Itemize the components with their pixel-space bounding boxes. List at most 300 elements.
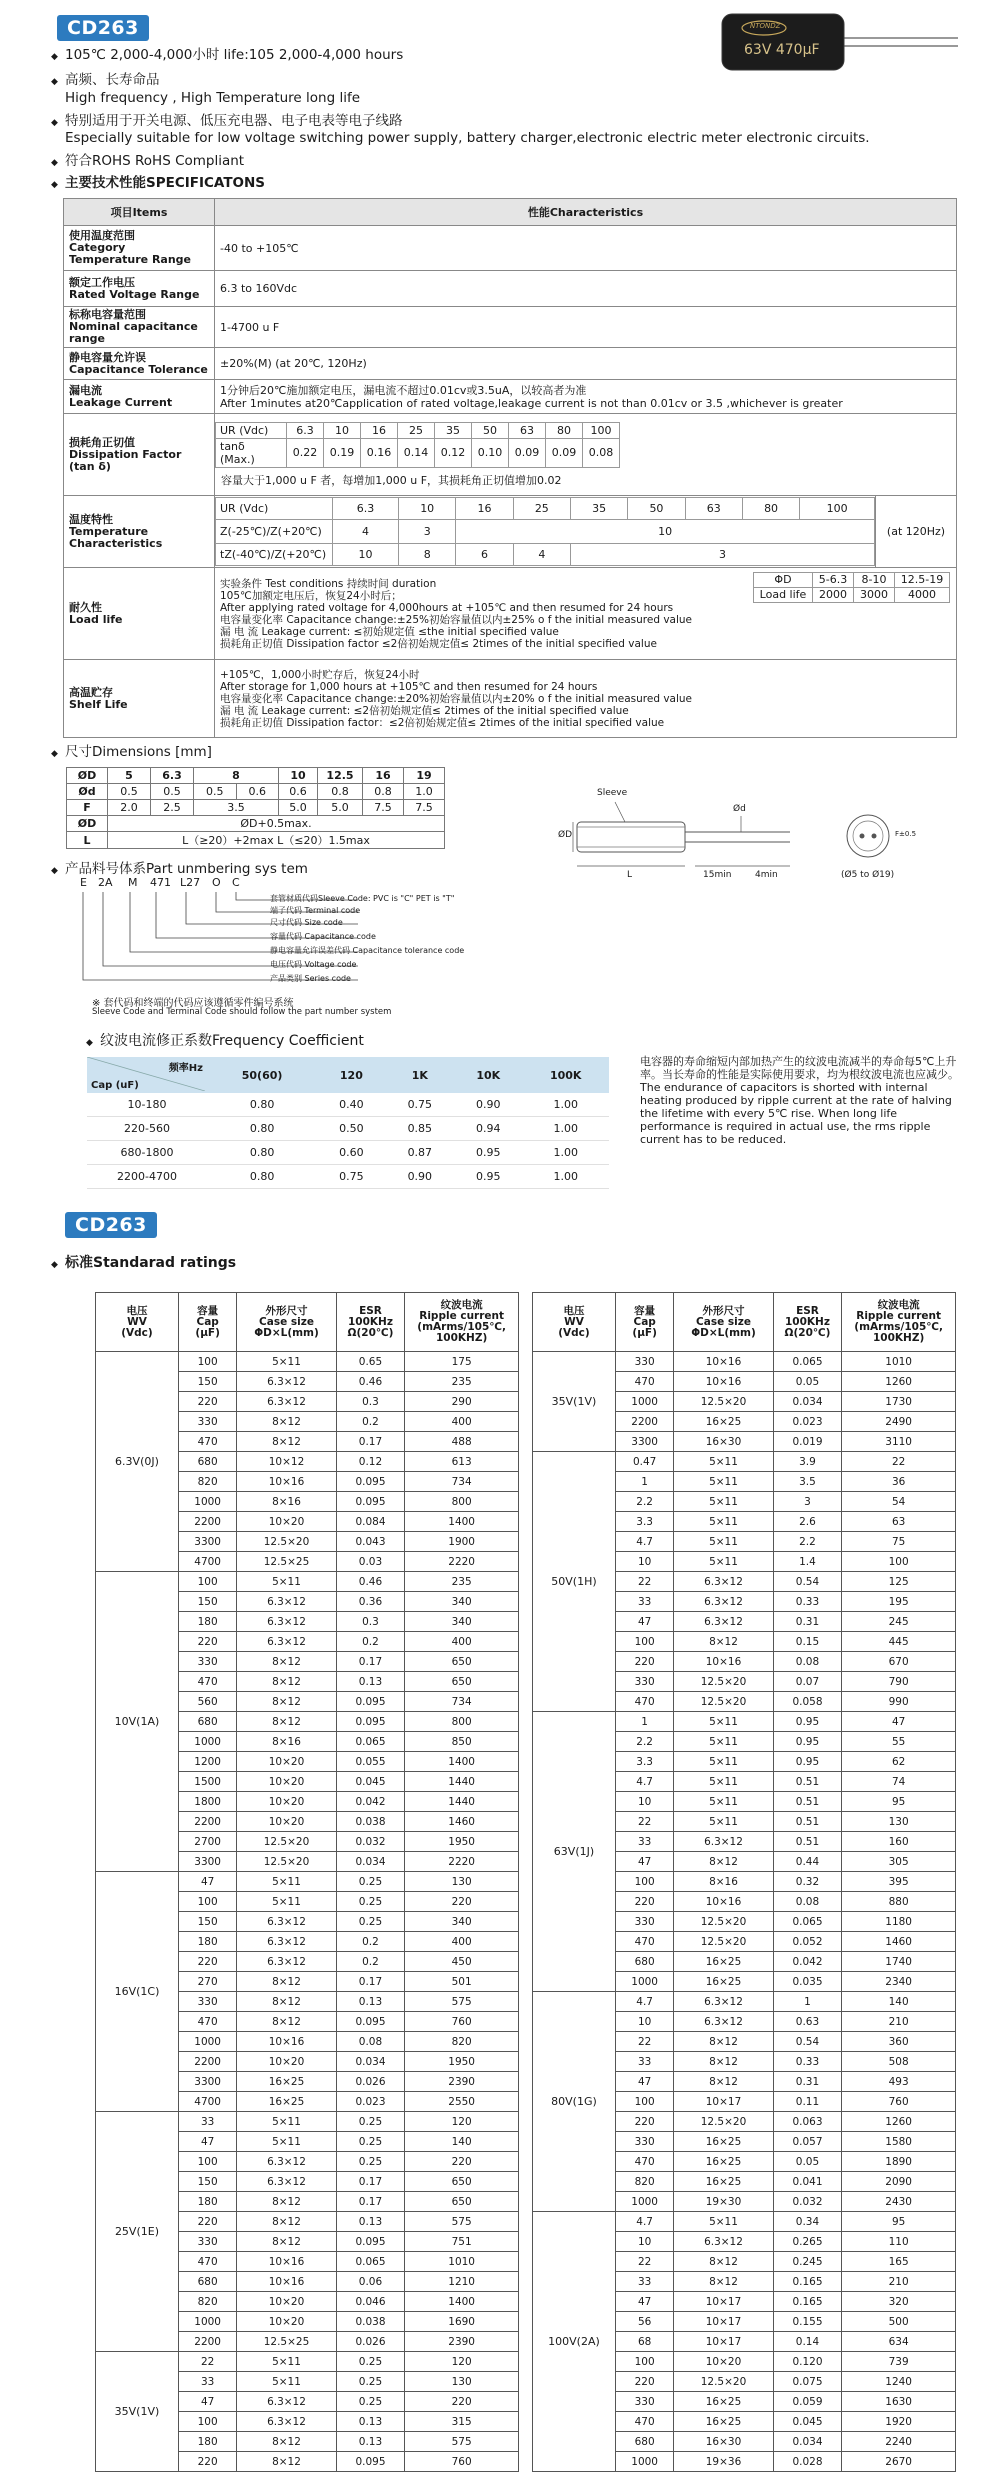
rating-case-size: 5×11 (674, 1792, 773, 1812)
rating-cap: 47 (615, 2072, 673, 2092)
rat-hdr-esr: ESR 100KHz Ω(20℃) (336, 1293, 405, 1352)
rating-esr: 0.019 (773, 1432, 842, 1452)
rating-ripple: 650 (405, 2172, 519, 2192)
rating-esr: 0.046 (336, 2292, 405, 2312)
rating-case-size: 10×16 (674, 1352, 773, 1372)
label-series: 产品类别 Series code (270, 974, 351, 983)
freq-cap-range: 220-560 (87, 1117, 207, 1141)
rating-cap: 330 (178, 1412, 236, 1432)
rating-esr: 0.17 (336, 1432, 405, 1452)
rating-ripple: 110 (842, 2232, 956, 2252)
rating-cap: 180 (178, 2432, 236, 2452)
dim-d-cell: 0.6 (236, 784, 279, 800)
code-e: E (80, 876, 87, 889)
rating-ripple: 1010 (405, 2252, 519, 2272)
rating-cap: 2200 (178, 1512, 236, 1532)
rating-esr: 0.265 (773, 2232, 842, 2252)
label-sleeve: 套管材质代码Sleeve Code: PVC is "C" PET is "T" (270, 894, 455, 903)
rating-cap: 10 (615, 1552, 673, 1572)
tc-at-120hz: (at 120Hz) (876, 496, 957, 568)
rating-case-size: 5×11 (674, 1532, 773, 1552)
tc-urv-label: UR (Vdc) (216, 498, 333, 520)
code-m: M (128, 876, 138, 889)
rating-ripple: 120 (405, 2112, 519, 2132)
rating-case-size: 6.3×12 (237, 1932, 336, 1952)
rating-ripple: 575 (405, 2212, 519, 2232)
tc-volt-cell: 10 (399, 498, 456, 520)
load-life-table (753, 572, 950, 603)
rating-ripple: 47 (842, 1712, 956, 1732)
rating-ripple: 1210 (405, 2272, 519, 2292)
rating-ripple: 2340 (842, 1972, 956, 1992)
rating-cap: 100 (178, 1892, 236, 1912)
rating-cap: 470 (178, 2252, 236, 2272)
freq-coefficient: 1.00 (522, 1141, 609, 1165)
rating-case-size: 10×20 (237, 2292, 336, 2312)
freq-hdr: 120 (317, 1057, 385, 1093)
rating-case-size: 10×20 (237, 1812, 336, 1832)
rating-case-size: 12.5×20 (674, 1912, 773, 1932)
load-life-r: Load life (754, 588, 813, 603)
rating-esr: 0.54 (773, 2032, 842, 2052)
rating-cap: 150 (178, 1372, 236, 1392)
rating-case-size: 5×11 (237, 1872, 336, 1892)
rating-case-size: 10×20 (237, 2312, 336, 2332)
rating-esr: 0.34 (773, 2212, 842, 2232)
tc-volt-cell: 25 (513, 498, 570, 520)
rating-esr: 0.3 (336, 1612, 405, 1632)
spec-load-label: 耐久性 Load life (64, 568, 215, 660)
rating-cap: 180 (178, 2192, 236, 2212)
rating-case-size: 6.3×12 (674, 1592, 773, 1612)
rating-cap: 3.3 (615, 1512, 673, 1532)
rating-cap: 220 (178, 1632, 236, 1652)
rating-case-size: 10×17 (674, 2332, 773, 2352)
rating-esr: 0.51 (773, 1832, 842, 1852)
df-volt-cell: 16 (361, 422, 398, 438)
rating-ripple: 320 (842, 2292, 956, 2312)
rating-case-size: 10×20 (237, 1792, 336, 1812)
rating-ripple: 1440 (405, 1772, 519, 1792)
tc-z25-cell: 4 (333, 520, 399, 544)
rating-case-size: 8×12 (237, 1652, 336, 1672)
rating-row (533, 2212, 956, 2232)
rating-case-size: 16×25 (674, 2152, 773, 2172)
df-note: 容量大于1,000 u F 者，每增加1,000 u F，其损耗角正切值增加0.02 (221, 473, 562, 487)
rating-cap: 470 (615, 2412, 673, 2432)
rating-esr: 0.17 (336, 1652, 405, 1672)
rating-esr: 0.95 (773, 1752, 842, 1772)
rating-case-size: 12.5×25 (237, 2332, 336, 2352)
rating-esr: 0.095 (336, 2012, 405, 2032)
rating-ripple: 400 (405, 1412, 519, 1432)
rating-ripple: 210 (842, 2272, 956, 2292)
rating-case-size: 8×12 (237, 1712, 336, 1732)
rating-ripple: 1400 (405, 1752, 519, 1772)
rating-esr: 0.51 (773, 1772, 842, 1792)
freq-hdr: 1K (386, 1057, 454, 1093)
rating-cap: 470 (178, 1432, 236, 1452)
rating-ripple: 1890 (842, 2152, 956, 2172)
freq-coefficient: 0.90 (386, 1165, 454, 1189)
spec-capacitance-label: 标称电容量范围 Nominal capacitance range (64, 307, 215, 348)
rating-esr: 0.032 (336, 1832, 405, 1852)
rating-ripple: 1690 (405, 2312, 519, 2332)
fig-l-label: L (627, 870, 633, 880)
dim-d-cell: 0.8 (363, 784, 404, 800)
capacitor-label: 63V 470μF (744, 42, 820, 58)
rating-case-size: 8×12 (674, 2052, 773, 2072)
rating-case-size: 8×12 (674, 2252, 773, 2272)
rating-esr: 0.07 (773, 1672, 842, 1692)
dim-hdr: 16 (363, 768, 404, 784)
rating-cap: 1000 (178, 1732, 236, 1752)
rating-esr: 0.51 (773, 1812, 842, 1832)
rating-esr: 0.25 (336, 2132, 405, 2152)
freq-coefficient: 0.80 (207, 1093, 317, 1117)
rating-cap: 100 (615, 2352, 673, 2372)
rating-cap: 330 (178, 1652, 236, 1672)
rating-cap: 47 (615, 1852, 673, 1872)
rating-cap: 2200 (615, 1412, 673, 1432)
rating-cap: 100 (615, 1632, 673, 1652)
rating-cap: 100 (178, 2412, 236, 2432)
rating-ripple: 340 (405, 1912, 519, 1932)
rat-hdr-ripple: 纹波电流 Ripple current (mArms/105℃, 100KHZ) (842, 1293, 956, 1352)
rat-hdr-cap: 容量 Cap (μF) (178, 1293, 236, 1352)
rating-case-size: 6.3×12 (237, 1592, 336, 1612)
rating-ripple: 634 (842, 2332, 956, 2352)
rating-esr: 0.041 (773, 2172, 842, 2192)
rating-cap: 10 (615, 2012, 673, 2032)
rating-case-size: 5×11 (237, 2372, 336, 2392)
fig-od-label: ØD (558, 830, 573, 840)
dim-f-cell: 2.0 (108, 800, 151, 816)
ripple-note-cn: 电容器的寿命缩短内部加热产生的纹波电流减半的寿命每5℃上升率。当长寿命的性能是实际使用要求，均为根纹波电流也应减少。 (640, 1055, 959, 1081)
rating-ripple: 340 (405, 1592, 519, 1612)
rating-ripple: 760 (842, 2092, 956, 2112)
rating-esr: 0.245 (773, 2252, 842, 2272)
rating-cap: 680 (178, 1712, 236, 1732)
rating-cap: 330 (615, 2132, 673, 2152)
rating-esr: 0.095 (336, 1472, 405, 1492)
ripple-note (640, 1055, 960, 1146)
rating-case-size: 6.3×12 (237, 2172, 336, 2192)
rating-ripple: 165 (842, 2252, 956, 2272)
rating-case-size: 10×17 (674, 2292, 773, 2312)
rating-row (96, 1352, 519, 1372)
rating-case-size: 5×11 (237, 2352, 336, 2372)
rating-ripple: 1580 (842, 2132, 956, 2152)
rating-voltage: 16V(1C) (96, 1872, 179, 2112)
rating-cap: 2.2 (615, 1732, 673, 1752)
rating-esr: 0.026 (336, 2072, 405, 2092)
rating-esr: 0.034 (336, 2052, 405, 2072)
rating-case-size: 16×25 (237, 2072, 336, 2092)
rating-ripple: 1460 (405, 1812, 519, 1832)
rating-ripple: 95 (842, 2212, 956, 2232)
rating-esr: 3 (773, 1492, 842, 1512)
rating-esr: 0.059 (773, 2392, 842, 2412)
df-volt-cell: 25 (398, 422, 435, 438)
rating-ripple: 1920 (842, 2412, 956, 2432)
rating-ripple: 1460 (842, 1932, 956, 1952)
part-numbering-title: ◆ 产品料号体系Part unmbering sys tem (65, 861, 308, 878)
rating-ripple: 125 (842, 1572, 956, 1592)
rating-ripple: 880 (842, 1892, 956, 1912)
rating-case-size: 8×12 (237, 2212, 336, 2232)
rating-esr: 0.25 (336, 1912, 405, 1932)
tc-volt-cell: 16 (456, 498, 513, 520)
tc-z40-cell: 3 (570, 544, 874, 566)
rating-case-size: 16×30 (674, 2432, 773, 2452)
rating-cap: 470 (615, 1932, 673, 1952)
code-2a: 2A (98, 876, 113, 889)
ratings-series-tag: CD263 (65, 1212, 157, 1238)
rating-cap: 470 (178, 1672, 236, 1692)
rating-ripple: 130 (842, 1812, 956, 1832)
label-tolerance: 静电容量允许误差代码 Capacitance tolerance code (270, 946, 465, 955)
rating-esr: 0.065 (336, 1732, 405, 1752)
series-tag: CD263 (57, 15, 149, 41)
spec-voltage-label: 额定工作电压 Rated Voltage Range (64, 271, 215, 307)
rating-esr: 0.13 (336, 2212, 405, 2232)
rating-case-size: 8×12 (674, 2272, 773, 2292)
rating-case-size: 6.3×12 (674, 2012, 773, 2032)
rating-case-size: 5×11 (674, 1712, 773, 1732)
rating-case-size: 16×25 (237, 2092, 336, 2112)
rating-ripple: 1950 (405, 2052, 519, 2072)
rating-cap: 10 (615, 1792, 673, 1812)
rating-esr: 0.25 (336, 2152, 405, 2172)
spec-temp-value: -40 to +105℃ (215, 226, 957, 271)
rating-ripple: 360 (842, 2032, 956, 2052)
rating-esr: 0.095 (336, 1692, 405, 1712)
df-tan-label: tanδ (Max.) (216, 438, 287, 467)
rating-ripple: 488 (405, 1432, 519, 1452)
rating-esr: 0.32 (773, 1872, 842, 1892)
rating-esr: 0.46 (336, 1372, 405, 1392)
rating-case-size: 8×16 (674, 1872, 773, 1892)
freq-cap-range: 680-1800 (87, 1141, 207, 1165)
rating-esr: 0.25 (336, 2372, 405, 2392)
rating-cap: 220 (178, 2212, 236, 2232)
rating-cap: 560 (178, 1692, 236, 1712)
spec-load-value (215, 568, 957, 660)
rating-case-size: 12.5×20 (237, 1852, 336, 1872)
spec-df-value (215, 414, 957, 496)
fig-15min-label: 15min (703, 870, 732, 880)
rating-ripple: 501 (405, 1972, 519, 1992)
dim-d-label: Ød (67, 784, 108, 800)
rating-esr: 1 (773, 1992, 842, 2012)
freq-cap-range: 2200-4700 (87, 1165, 207, 1189)
rating-cap: 3.3 (615, 1752, 673, 1772)
rat-hdr-wv: 电压 WV (Vdc) (96, 1293, 179, 1352)
rating-case-size: 8×12 (237, 1692, 336, 1712)
df-tan-cell: 0.08 (583, 438, 620, 467)
rating-voltage: 6.3V(0J) (96, 1352, 179, 1572)
freq-hdr: 10K (454, 1057, 522, 1093)
rating-case-size: 5×11 (674, 1732, 773, 1752)
part-note-cn: ※ 套代码和终端的代码应该遵循零件编号系统 (92, 998, 294, 1009)
rating-case-size: 8×12 (237, 2432, 336, 2452)
rating-cap: 1000 (615, 1972, 673, 1992)
rating-esr: 0.028 (773, 2452, 842, 2472)
freq-row (87, 1117, 609, 1141)
rating-case-size: 10×20 (237, 1752, 336, 1772)
tc-volt-cell: 63 (685, 498, 742, 520)
rating-cap: 470 (178, 2012, 236, 2032)
rating-esr: 0.31 (773, 1612, 842, 1632)
load-line: 105℃加额定电压后，恢复24小时后； (220, 589, 402, 602)
dim-f-cell: 5.0 (279, 800, 318, 816)
rating-esr: 0.17 (336, 1972, 405, 1992)
freq-coefficient: 1.00 (522, 1117, 609, 1141)
rating-cap: 100 (178, 1352, 236, 1372)
rating-ripple: 395 (842, 1872, 956, 1892)
rating-case-size: 16×25 (674, 1972, 773, 1992)
rating-ripple: 575 (405, 1992, 519, 2012)
freq-hdr: 100K (522, 1057, 609, 1093)
rating-esr: 2.2 (773, 1532, 842, 1552)
freq-hdr: 50(60) (207, 1057, 317, 1093)
rating-ripple: 1630 (842, 2392, 956, 2412)
rating-ripple: 305 (842, 1852, 956, 1872)
rating-esr: 0.034 (336, 1852, 405, 1872)
rating-esr: 0.2 (336, 1632, 405, 1652)
rating-case-size: 8×12 (237, 2232, 336, 2252)
rating-case-size: 10×17 (674, 2092, 773, 2112)
rating-ripple: 220 (405, 1892, 519, 1912)
bullet-application-en: Especially suitable for low voltage switching power supply, battery charger,electronic electric meter electronic circuits. (65, 130, 870, 146)
frequency-table (87, 1057, 609, 1189)
df-volt-cell: 63 (509, 422, 546, 438)
rating-voltage: 25V(1E) (96, 2112, 179, 2352)
rating-esr: 0.33 (773, 1592, 842, 1612)
rating-case-size: 6.3×12 (674, 1572, 773, 1592)
rating-cap: 33 (178, 2372, 236, 2392)
rating-esr: 0.2 (336, 1952, 405, 1972)
freq-coefficient: 0.90 (454, 1093, 522, 1117)
rating-ripple: 1400 (405, 2292, 519, 2312)
rating-case-size: 8×12 (237, 2012, 336, 2032)
rating-esr: 0.165 (773, 2272, 842, 2292)
rating-esr: 3.5 (773, 1472, 842, 1492)
rat-hdr-case: 外形尺寸 Case size ΦD×L(mm) (237, 1293, 336, 1352)
freq-coefficient: 0.95 (454, 1165, 522, 1189)
dim-f-cell: 7.5 (404, 800, 445, 816)
rating-ripple: 739 (842, 2352, 956, 2372)
rating-case-size: 6.3×12 (237, 1952, 336, 1972)
df-volt-cell: 6.3 (287, 422, 324, 438)
rating-esr: 0.032 (773, 2192, 842, 2212)
rating-case-size: 10×20 (237, 1512, 336, 1532)
rating-esr: 0.095 (336, 1712, 405, 1732)
code-o: O (212, 876, 221, 889)
df-urv-label: UR (Vdc) (216, 422, 287, 438)
rating-esr: 0.023 (773, 1412, 842, 1432)
rating-esr: 0.25 (336, 1872, 405, 1892)
rating-case-size: 10×20 (237, 1772, 336, 1792)
rating-esr: 0.084 (336, 1512, 405, 1532)
freq-coefficient: 0.80 (207, 1117, 317, 1141)
rating-case-size: 5×11 (674, 2212, 773, 2232)
df-tan-cell: 0.22 (287, 438, 324, 467)
load-line: 漏 电 流 Leakage current: ≤初始规定值 ≤the initial specified value (220, 625, 559, 638)
rating-esr: 0.17 (336, 2172, 405, 2192)
rating-ripple: 850 (405, 1732, 519, 1752)
rating-ripple: 500 (842, 2312, 956, 2332)
rating-esr: 0.13 (336, 2432, 405, 2452)
rating-case-size: 5×11 (674, 1772, 773, 1792)
rating-esr: 0.12 (336, 1452, 405, 1472)
rating-case-size: 16×25 (674, 2172, 773, 2192)
df-volt-cell: 10 (324, 422, 361, 438)
df-tan-cell: 0.19 (324, 438, 361, 467)
rating-ripple: 575 (405, 2432, 519, 2452)
spec-temp-label: 使用温度范围 Category Temperature Range (64, 226, 215, 271)
dim-d-cell: 0.8 (318, 784, 363, 800)
bullet-high-frequency-en: High frequency , High Temperature long life (65, 90, 361, 106)
spec-capacitance-value: 1-4700 u F (215, 307, 957, 348)
rating-case-size: 12.5×20 (674, 1672, 773, 1692)
rating-case-size: 6.3×12 (237, 2412, 336, 2432)
rating-ripple: 290 (405, 1392, 519, 1412)
rating-cap: 2700 (178, 1832, 236, 1852)
rating-ripple: 760 (405, 2452, 519, 2472)
rating-esr: 0.08 (336, 2032, 405, 2052)
rating-cap: 4700 (178, 2092, 236, 2112)
spec-leakage-value (215, 380, 957, 414)
rating-cap: 47 (178, 1872, 236, 1892)
rating-ripple: 508 (842, 2052, 956, 2072)
rating-cap: 22 (615, 2252, 673, 2272)
rating-esr: 1.4 (773, 1552, 842, 1572)
df-volt-cell: 100 (583, 422, 620, 438)
rating-ripple: 1260 (842, 2112, 956, 2132)
rating-esr: 0.026 (336, 2332, 405, 2352)
rating-case-size: 5×11 (674, 1812, 773, 1832)
rating-ripple: 760 (405, 2012, 519, 2032)
rating-cap: 1500 (178, 1772, 236, 1792)
rating-cap: 22 (178, 2352, 236, 2372)
dim-f-cell: 3.5 (194, 800, 279, 816)
rating-row (533, 1712, 956, 1732)
rating-ripple: 2390 (405, 2072, 519, 2092)
spec-header-items: 项目Items (64, 199, 215, 226)
rating-ripple: 2240 (842, 2432, 956, 2452)
rating-case-size: 19×30 (674, 2192, 773, 2212)
rating-ripple: 990 (842, 1692, 956, 1712)
freq-corner-hz: 频率Hz (168, 1063, 203, 1074)
rating-esr: 0.095 (336, 2232, 405, 2252)
rating-ripple: 3110 (842, 1432, 956, 1452)
rating-ripple: 650 (405, 1672, 519, 1692)
tc-z40-cell: 8 (399, 544, 456, 566)
shelf-line: +105℃，1,000小时贮存后，恢复24小时 (220, 668, 420, 681)
dim-f-label: F (67, 800, 108, 816)
tc-volt-cell: 100 (800, 498, 875, 520)
dim-l-value: L（≥20）+2max L（≤20）1.5max (108, 832, 445, 849)
rating-cap: 220 (178, 1952, 236, 1972)
rating-cap: 330 (178, 2232, 236, 2252)
rating-cap: 4.7 (615, 1992, 673, 2012)
rating-case-size: 16×25 (674, 1412, 773, 1432)
df-volt-cell: 80 (546, 422, 583, 438)
rating-cap: 33 (615, 1592, 673, 1612)
rating-cap: 33 (615, 1832, 673, 1852)
